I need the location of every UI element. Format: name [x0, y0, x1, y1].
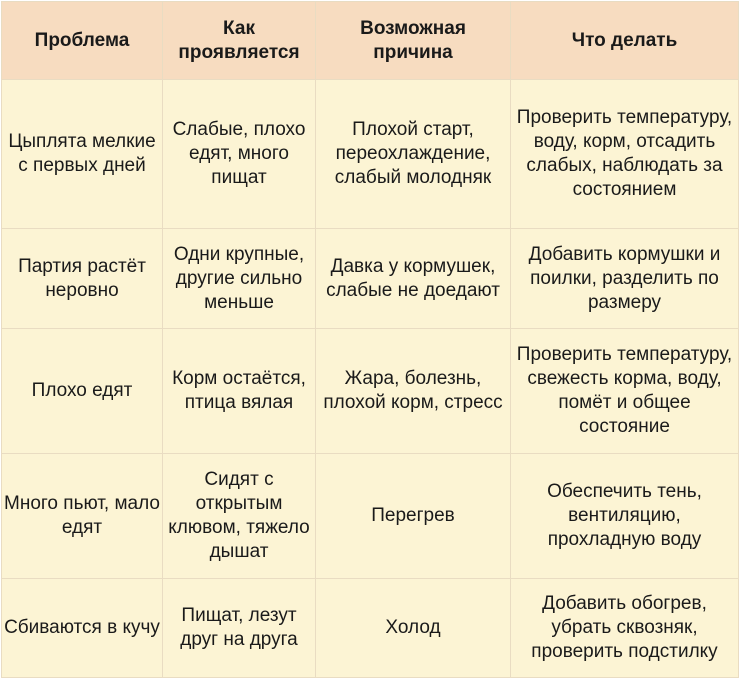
cell-cause: Жара, болезнь, плохой корм, стресс [316, 329, 511, 454]
cell-symptoms: Сидят с открытым клювом, тяжело дышат [163, 454, 316, 579]
table-row [2, 80, 739, 229]
table-row [2, 329, 739, 454]
header-row [2, 2, 739, 80]
table-row [2, 454, 739, 579]
table-row [2, 579, 739, 678]
cell-symptoms: Слабые, плохо едят, много пищат [163, 80, 316, 229]
header-symptoms: Как проявляется [163, 2, 316, 80]
cell-problem: Много пьют, мало едят [2, 454, 163, 579]
cell-cause: Перегрев [316, 454, 511, 579]
cell-symptoms: Пищат, лезут друг на друга [163, 579, 316, 678]
cell-action: Проверить температуру, свежесть корма, воду, помёт и общее состояние [511, 329, 739, 454]
header-problem: Проблема [2, 2, 163, 80]
cell-symptoms: Корм остаётся, птица вялая [163, 329, 316, 454]
troubleshooting-table [1, 1, 739, 678]
cell-symptoms: Одни крупные, другие сильно меньше [163, 229, 316, 329]
cell-action: Обеспечить тень, вентиляцию, прохладную воду [511, 454, 739, 579]
cell-problem: Плохо едят [2, 329, 163, 454]
cell-problem: Цыплята мелкие с первых дней [2, 80, 163, 229]
cell-problem: Партия растёт неровно [2, 229, 163, 329]
table-row [2, 229, 739, 329]
cell-action: Проверить температуру, воду, корм, отсадить слабых, наблюдать за состоянием [511, 80, 739, 229]
cell-action: Добавить обогрев, убрать сквозняк, проверить подстилку [511, 579, 739, 678]
cell-problem: Сбиваются в кучу [2, 579, 163, 678]
cell-cause: Давка у кормушек, слабые не доедают [316, 229, 511, 329]
cell-cause: Плохой старт, переохлаждение, слабый молодняк [316, 80, 511, 229]
cell-cause: Холод [316, 579, 511, 678]
cell-action: Добавить кормушки и поилки, разделить по размеру [511, 229, 739, 329]
header-action: Что делать [511, 2, 739, 80]
header-cause: Возможная причина [316, 2, 511, 80]
